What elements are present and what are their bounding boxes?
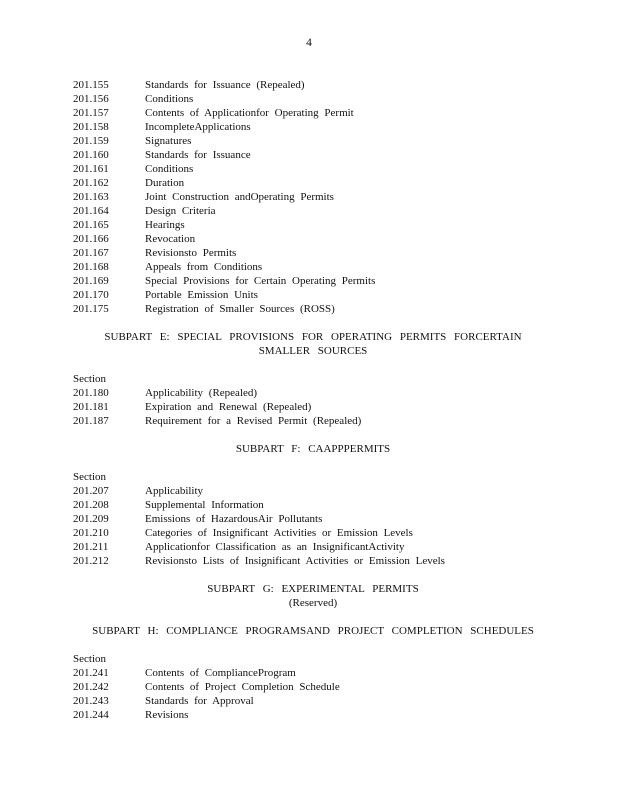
toc-row xyxy=(73,218,553,232)
section-title: Revocation xyxy=(145,233,196,245)
section-number: 201.163 xyxy=(73,191,109,203)
subpart-heading-continued: SMALLER SOURCES xyxy=(258,345,368,357)
section-title: Appeals from Conditions xyxy=(145,261,263,273)
section-number: 201.166 xyxy=(73,233,109,245)
page-number: 4 xyxy=(306,37,312,49)
section-number: 201.164 xyxy=(73,205,109,217)
toc-row xyxy=(73,302,553,316)
toc-row xyxy=(73,666,553,680)
section-title: Categories of Insignificant Activities or Emission Levels xyxy=(145,527,413,539)
section-number: 201.175 xyxy=(73,303,109,315)
toc-row xyxy=(73,148,553,162)
section-title: Signatures xyxy=(145,135,192,147)
section-label: Section xyxy=(73,653,106,665)
section-title: Special Provisions for Certain Operating Permits xyxy=(145,275,376,287)
section-number: 201.243 xyxy=(73,695,109,707)
section-title: IncompleteApplications xyxy=(145,121,251,133)
toc-row xyxy=(73,288,553,302)
toc-row xyxy=(73,190,553,204)
section-title: Contents of ComplianceProgram xyxy=(145,667,296,679)
toc-row xyxy=(73,232,553,246)
toc-row xyxy=(73,708,553,722)
toc-row xyxy=(73,498,553,512)
section-number: 201.161 xyxy=(73,163,109,175)
toc-row xyxy=(73,554,553,568)
subpart-f xyxy=(73,442,553,568)
toc-row xyxy=(73,386,553,400)
subpart-heading: SUBPART F: CAAPPPERMITS xyxy=(235,443,391,455)
section-title: Standards for Issuance (Repealed) xyxy=(145,79,305,91)
section-title: Standards for Issuance xyxy=(145,149,251,161)
section-number: 201.207 xyxy=(73,485,109,497)
section-title: Expiration and Renewal (Repealed) xyxy=(145,401,312,413)
toc-row xyxy=(73,246,553,260)
section-number: 201.181 xyxy=(73,401,109,413)
section-title: Revisionsto Lists of Insignificant Activities or Emission Levels xyxy=(145,555,445,567)
toc-row xyxy=(73,414,553,428)
section-number: 201.242 xyxy=(73,681,109,693)
section-number: 201.165 xyxy=(73,219,109,231)
section-number: 201.160 xyxy=(73,149,109,161)
section-number: 201.156 xyxy=(73,93,109,105)
section-list-group-1 xyxy=(73,78,553,316)
toc-row xyxy=(73,400,553,414)
section-number: 201.158 xyxy=(73,121,109,133)
toc-row xyxy=(73,204,553,218)
section-number: 201.208 xyxy=(73,499,109,511)
section-title: Portable Emission Units xyxy=(145,289,258,301)
section-number: 201.241 xyxy=(73,667,109,679)
section-number: 201.211 xyxy=(73,541,109,553)
section-title: Contents of Applicationfor Operating Permit xyxy=(145,107,354,119)
toc-row xyxy=(73,176,553,190)
toc-row xyxy=(73,526,553,540)
section-number: 201.162 xyxy=(73,177,109,189)
toc-row xyxy=(73,134,553,148)
toc-row xyxy=(73,274,553,288)
subpart-heading: SUBPART E: SPECIAL PROVISIONS FOR OPERATING PERMITS FORCERTAIN xyxy=(104,331,522,343)
toc-row xyxy=(73,106,553,120)
section-number: 201.210 xyxy=(73,527,109,539)
section-number: 201.244 xyxy=(73,709,109,721)
section-title: Conditions xyxy=(145,93,194,105)
toc-row xyxy=(73,162,553,176)
toc-row xyxy=(73,512,553,526)
toc-row xyxy=(73,92,553,106)
section-title: Supplemental Information xyxy=(145,499,264,511)
section-number: 201.159 xyxy=(73,135,109,147)
toc-row xyxy=(73,120,553,134)
toc-row xyxy=(73,484,553,498)
toc-row xyxy=(73,680,553,694)
subpart-heading: SUBPART H: COMPLIANCE PROGRAMSAND PROJECT COMPLETION SCHEDULES xyxy=(92,625,534,637)
section-number: 201.155 xyxy=(73,79,109,91)
section-title: Hearings xyxy=(145,219,185,231)
subpart-h xyxy=(73,624,553,722)
section-number: 201.180 xyxy=(73,387,109,399)
table-of-contents xyxy=(73,78,553,722)
section-number: 201.169 xyxy=(73,275,109,287)
section-number: 201.187 xyxy=(73,415,109,427)
section-title: Applicability (Repealed) xyxy=(145,387,258,399)
section-number: 201.168 xyxy=(73,261,109,273)
section-title: Registration of Smaller Sources (ROSS) xyxy=(145,303,335,315)
section-title: Applicationfor Classification as an InsignificantActivity xyxy=(145,541,405,553)
subpart-e xyxy=(73,330,553,428)
section-label: Section xyxy=(73,373,106,385)
toc-row xyxy=(73,540,553,554)
section-number: 201.157 xyxy=(73,107,109,119)
toc-row xyxy=(73,78,553,92)
section-title: Joint Construction andOperating Permits xyxy=(145,191,334,203)
section-title: Emissions of HazardousAir Pollutants xyxy=(145,513,323,525)
section-number: 201.170 xyxy=(73,289,109,301)
section-title: Applicability xyxy=(145,485,204,497)
section-title: Duration xyxy=(145,177,185,189)
section-title: Revisionsto Permits xyxy=(145,247,237,259)
section-title: Contents of Project Completion Schedule xyxy=(145,681,340,693)
section-number: 201.167 xyxy=(73,247,109,259)
section-title: Standards for Approval xyxy=(145,695,254,707)
section-number: 201.212 xyxy=(73,555,109,567)
toc-row xyxy=(73,260,553,274)
section-title: Requirement for a Revised Permit (Repealed) xyxy=(145,415,362,427)
section-number: 201.209 xyxy=(73,513,109,525)
toc-row xyxy=(73,694,553,708)
section-title: Design Criteria xyxy=(145,205,216,217)
subpart-heading: SUBPART G: EXPERIMENTAL PERMITS xyxy=(207,583,419,595)
section-label: Section xyxy=(73,471,106,483)
subpart-subheading: (Reserved) xyxy=(288,597,338,609)
section-title: Conditions xyxy=(145,163,194,175)
section-title: Revisions xyxy=(145,709,189,721)
subpart-g xyxy=(73,582,553,610)
